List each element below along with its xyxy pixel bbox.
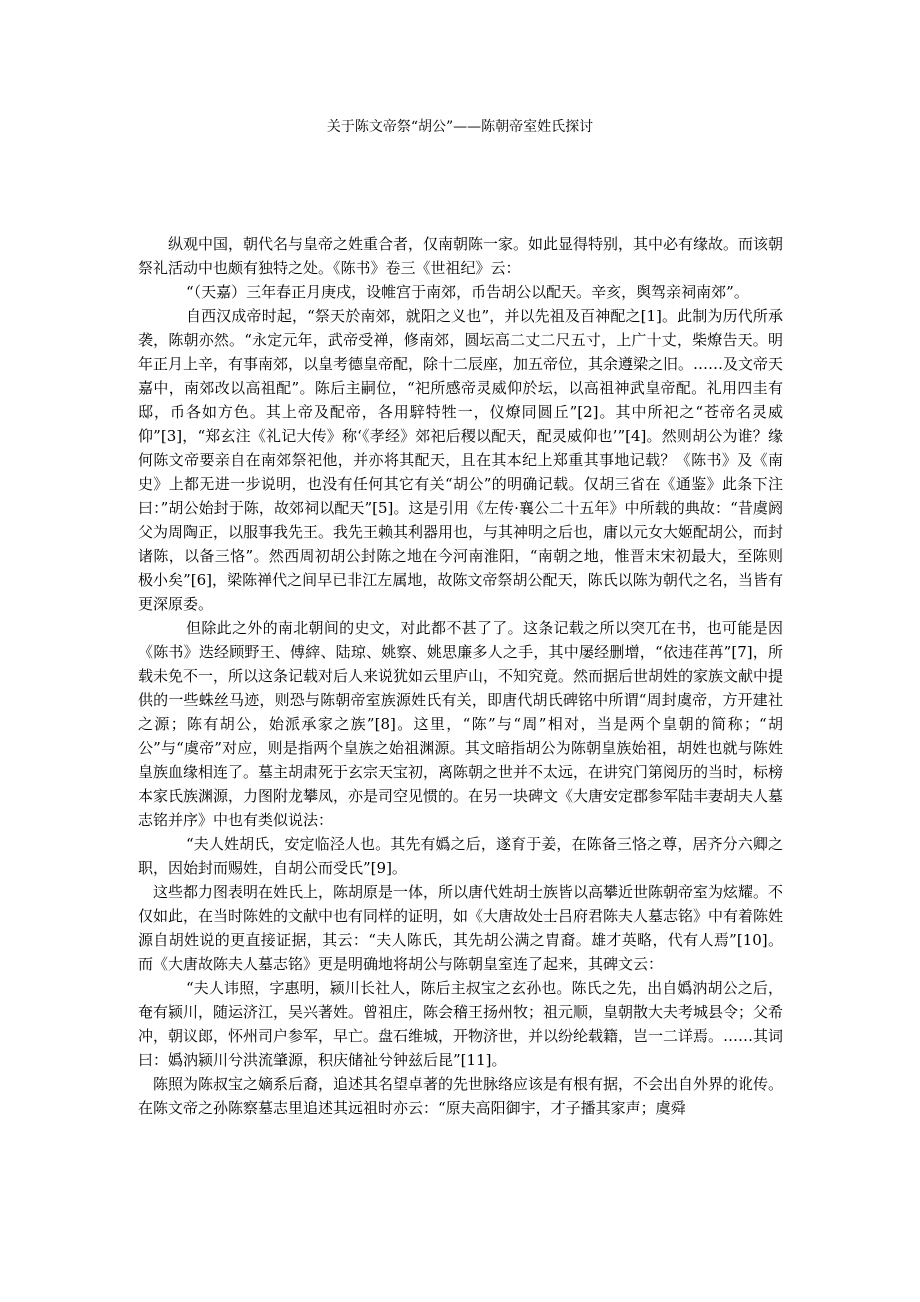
- paragraph-nanjiao: 自西汉成帝时起，“祭天於南郊，就阳之义也”，并以先祖及百神配之[1]。此制为历代所承袭，陈朝亦然。“永定元年，武帝受禅，修南郊，圆坛高二丈二尺五寸，上广十丈，柴燎告天。明年正月上辛，有事南郊，以皇考德皇帝配，除十二辰座，加五帝位，其余遵梁之旧。……及文帝天嘉中，南郊改以高祖配”。陈后主嗣位，“祀所感帝灵威仰於坛，以高祖神武皇帝配。礼用四圭有邸，币各如方色。其上帝及配帝，各用騂特牲一，仪燎同圆丘”[2]。其中所祀之“苍帝名灵威仰”[3]，“郑玄注《礼记大传》称‘《孝经》郊祀后稷以配天，配灵威仰也’”[4]。然则胡公为谁？缘何陈文帝要亲自在南郊祭祀他，并亦将其配天，且在其本纪上郑重其事地记载？《陈书》及《南史》上都无进一步说明，也没有任何其它有关“胡公”的明确记载。仅胡三省在《通鉴》此条下注曰：”胡公始封于陈，故郊祠以配天”[5]。这是引用《左传·襄公二十五年》中所载的典故：“昔虞阏父为周陶正，以服事我先王。我先王赖其利器用也，与其神明之后也，庸以元女大姬配胡公，而封诸陈，以备三恪”。然西周初胡公封陈之地在今河南淮阳，“南朝之地，惟晋末宋初最大，至陈则极小矣”[6]，梁陈禅代之间早已非江左属地，故陈文帝祭胡公配天，陈氏以陈为朝代之名，当皆有更深原委。: [138, 307, 784, 613]
- quote-chenshu: “（天嘉）三年春正月庚戌，设帷宫于南郊，币告胡公以配天。辛亥，舆驾亲祠南郊”。: [186, 283, 749, 301]
- paragraph-intro: 纵观中国，朝代名与皇帝之姓重合者，仅南朝陈一家。如此显得特别，其中必有缘故。而该朝祭礼活动中也颇有独特之处。《陈书》卷三《世祖纪》云：: [138, 235, 784, 277]
- document-title: 关于陈文帝祭“胡公”——陈朝帝室姓氏探讨: [326, 119, 594, 135]
- quote-chen-zhao: “夫人讳照，字惠明，颍川长社人，陈后主叔宝之玄孙也。陈氏之先，出自嬀汭胡公之后，奄有颍川，随运济江，吴兴著姓。曾祖庄，陈会稽王扬州牧；祖元顺，皇朝散大夫考城县令；父希冲，朝议郎，怀州司户参军，早亡。盘石维城，开物济世，并以纷纶载籍，岂一二详焉。……其词曰：嬀汭颍川兮洪流肇源，积庆储祉兮钟兹后昆”[11]。: [138, 979, 784, 1069]
- paragraph-chen-zhao-descendant: 陈照为陈叔宝之嫡系后裔，追述其名望卓著的先世脉络应该是有根有据，不会出自外界的讹传。在陈文帝之孙陈察墓志里追述其远祖时亦云：“原夫高阳御宇，才子播其家声；虞舜: [138, 1075, 784, 1117]
- document-body: [138, 232, 783, 1120]
- paragraph-chen-hu-unity: 这些都力图表明在姓氏上，陈胡原是一体，所以唐代姓胡士族皆以高攀近世陈朝帝室为炫耀。不仅如此，在当时陈姓的文献中也有同样的证明，如《大唐故处士吕府君陈夫人墓志铭》中有着陈姓源自胡姓说的更直接证据，其云：“夫人陈氏，其先胡公满之胄裔。雄才英略，代有人焉”[10]。而《大唐故陈夫人墓志铭》更是明确地将胡公与陈朝皇室连了起来，其碑文云：: [138, 883, 784, 973]
- quote-hu-furen: “夫人姓胡氏，安定临泾人也。其先有嬀之后，遂育于姜，在陈备三恪之尊，居齐分六卿之职，因始封而赐姓，自胡公而受氏”[9]。: [138, 835, 783, 877]
- paragraph-hu-lineage: 但除此之外的南北朝间的史文，对此都不甚了了。这条记载之所以突兀在书，也可能是因《陈书》迭经顾野王、傅縡、陆琼、姚察、姚思廉多人之手，其中屡经删增，“依违荏苒”[7]，所载未免不一，所以这条记载对后人来说犹如云里庐山，不知究竟。然而据后世胡姓的家族文献中提供的一些蛛丝马迹，则恐与陈朝帝室族源姓氏有关，即唐代胡氏碑铭中所谓“周封虞帝，方开建社之源；陈有胡公，始派承家之族”[8]。这里，“陈”与“周”相对，当是两个皇朝的简称；“胡公”与“虞帝”对应，则是指两个皇族之始祖渊源。其文暗指胡公为陈朝皇族始祖，胡姓也就与陈姓皇族血缘相连了。墓主胡肃死于玄宗天宝初，离陈朝之世并不太远，在讲究门第阅历的当时，标榜本家氏族渊源，力图附龙攀凤，亦是司空见惯的。在另一块碑文《大唐安定郡参军陆丰妻胡夫人墓志铭并序》中也有类似说法：: [138, 619, 784, 829]
